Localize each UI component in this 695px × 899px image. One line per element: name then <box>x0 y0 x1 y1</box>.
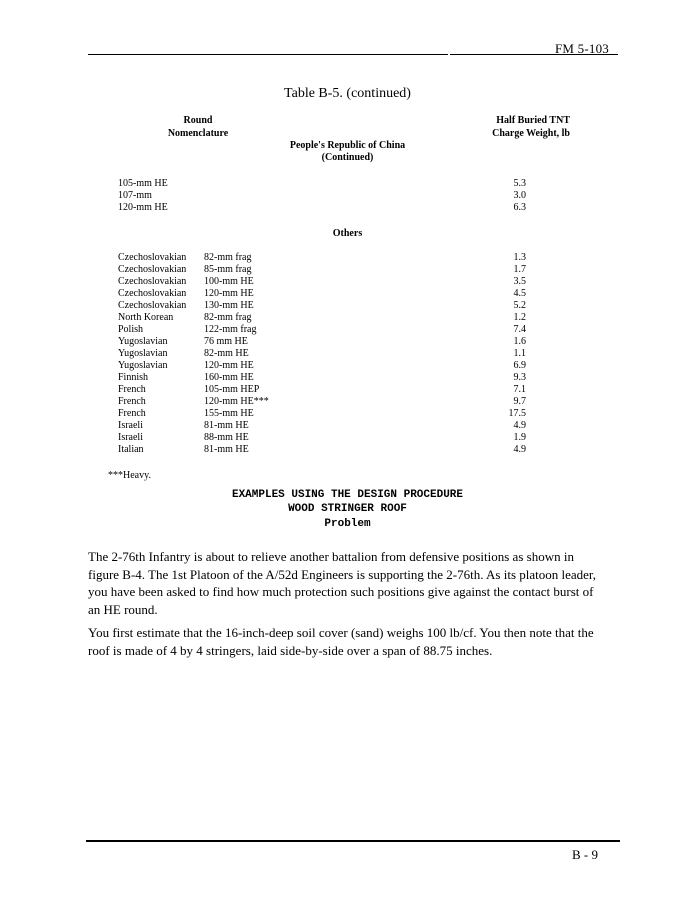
weight-cell: 6.3 <box>513 202 526 213</box>
weight-cell: 1.1 <box>513 348 526 359</box>
weight-cell: 17.5 <box>508 408 526 419</box>
weight-cell: 5.3 <box>513 178 526 189</box>
country-cell: Finnish <box>118 372 149 383</box>
country-cell: Italian <box>118 444 144 455</box>
country-cell: French <box>118 396 146 407</box>
weight-cell: 9.7 <box>513 396 526 407</box>
round-cell: 130-mm HE <box>204 300 254 311</box>
round-cell: 82-mm HE <box>204 348 249 359</box>
round-cell: 100-mm HE <box>204 276 254 287</box>
weight-cell: 1.3 <box>513 252 526 263</box>
table-row <box>0 276 695 288</box>
table-row <box>0 420 695 432</box>
weight-cell: 4.9 <box>513 420 526 431</box>
body-paragraph-1: The 2-76th Infantry is about to relieve another battalion from defensive positions as shown in figure B-4. The 1st Platoon of the A/52d Engineers is supporting the 2-76th. As its platoon leader, you have been asked to find how much protection such positions give against the contact burst of an HE round. <box>88 549 596 617</box>
header-rule-left <box>88 54 448 55</box>
table-row <box>0 408 695 420</box>
table-row <box>0 300 695 312</box>
round-cell: 107-mm <box>118 190 152 201</box>
country-cell: Polish <box>118 324 144 335</box>
round-cell: 155-mm HE <box>204 408 254 419</box>
table-row <box>0 264 695 276</box>
round-cell: 85-mm frag <box>204 264 252 275</box>
country-cell: Czechoslovakian <box>118 288 187 299</box>
weight-cell: 9.3 <box>513 372 526 383</box>
country-cell: French <box>118 384 146 395</box>
weight-cell: 7.4 <box>513 324 526 335</box>
manual-id: FM 5-103 <box>555 41 609 56</box>
country-cell: Yugoslavian <box>118 360 168 371</box>
problem-heading: Problem <box>324 518 371 530</box>
round-cell: 120-mm HE*** <box>204 396 269 407</box>
round-cell: 82-mm frag <box>204 312 252 323</box>
section-heading-prc-line2: (Continued) <box>321 152 374 163</box>
column-header-charge <box>470 114 570 140</box>
table-row <box>0 432 695 444</box>
weight-cell: 6.9 <box>513 360 526 371</box>
table-row <box>0 252 695 264</box>
round-cell: 81-mm HE <box>204 420 249 431</box>
round-cell: 88-mm HE <box>204 432 249 443</box>
table-row <box>0 444 695 456</box>
footer-rule <box>86 840 620 842</box>
body-paragraph-2: You first estimate that the 16-inch-deep soil cover (sand) weighs 100 lb/cf. You then note that the roof is made of 4 by 4 stringers, laid side-by-side over a span of 88.75 inches. <box>88 625 594 658</box>
round-cell: 122-mm frag <box>204 324 257 335</box>
country-cell: Czechoslovakian <box>118 252 187 263</box>
column-header-charge-line1: Half Buried TNT <box>496 115 570 126</box>
table-row <box>0 202 695 214</box>
table-row <box>0 384 695 396</box>
table-row <box>0 288 695 300</box>
table-row <box>0 348 695 360</box>
weight-cell: 1.2 <box>513 312 526 323</box>
section-heading-prc <box>0 140 695 164</box>
country-cell: Czechoslovakian <box>118 276 187 287</box>
round-cell: 105-mm HEP <box>204 384 260 395</box>
weight-cell: 4.5 <box>513 288 526 299</box>
round-cell: 76 mm HE <box>204 336 248 347</box>
round-cell: 120-mm HE <box>204 360 254 371</box>
weight-cell: 5.2 <box>513 300 526 311</box>
table-row <box>0 178 695 190</box>
table-row <box>0 396 695 408</box>
weight-cell: 7.1 <box>513 384 526 395</box>
examples-heading: EXAMPLES USING THE DESIGN PROCEDURE <box>231 489 464 501</box>
country-cell: Yugoslavian <box>118 336 168 347</box>
table-row <box>0 324 695 336</box>
column-header-charge-line2: Charge Weight, lb <box>492 128 570 139</box>
table-row <box>0 312 695 324</box>
country-cell: Czechoslovakian <box>118 300 187 311</box>
country-cell: Yugoslavian <box>118 348 168 359</box>
round-cell: 81-mm HE <box>204 444 249 455</box>
country-cell: Israeli <box>118 420 143 431</box>
table-row <box>0 360 695 372</box>
weight-cell: 1.7 <box>513 264 526 275</box>
page-number: B - 9 <box>572 847 598 862</box>
table-title: Table B-5. (continued) <box>284 86 411 101</box>
weight-cell: 3.0 <box>513 190 526 201</box>
section-heading-others: Others <box>332 228 363 239</box>
country-cell: Czechoslovakian <box>118 264 187 275</box>
weight-cell: 4.9 <box>513 444 526 455</box>
table-row <box>0 372 695 384</box>
weight-cell: 1.9 <box>513 432 526 443</box>
country-cell: North Korean <box>118 312 174 323</box>
column-header-round-line1: Round <box>183 115 213 126</box>
column-header-round-line2: Nomenclature <box>167 128 229 139</box>
table-row <box>0 190 695 202</box>
weight-cell: 3.5 <box>513 276 526 287</box>
table-footnote: ***Heavy. <box>108 470 151 481</box>
examples-subheading: WOOD STRINGER ROOF <box>288 503 407 515</box>
round-cell: 160-mm HE <box>204 372 254 383</box>
round-cell: 120-mm HE <box>204 288 254 299</box>
table-row <box>0 336 695 348</box>
weight-cell: 1.6 <box>513 336 526 347</box>
round-cell: 105-mm HE <box>118 178 168 189</box>
country-cell: French <box>118 408 146 419</box>
round-cell: 120-mm HE <box>118 202 168 213</box>
country-cell: Israeli <box>118 432 143 443</box>
round-cell: 82-mm frag <box>204 252 252 263</box>
section-heading-prc-line1: People's Republic of China <box>289 140 406 151</box>
column-header-round <box>148 114 248 140</box>
